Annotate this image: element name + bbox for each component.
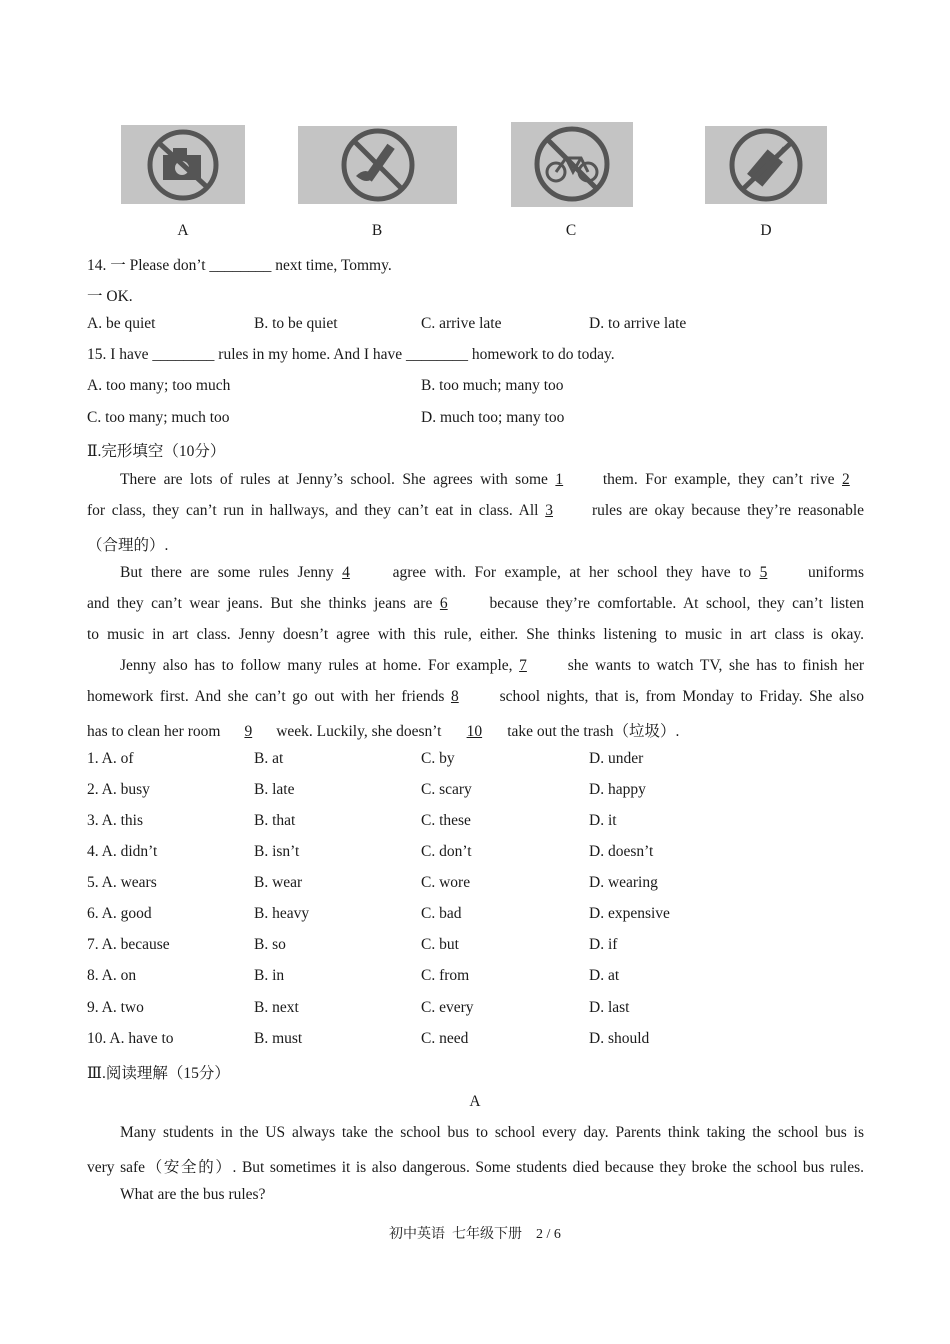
cloze-q9-b: B. next (254, 999, 299, 1016)
q14-option-b: B. to be quiet (254, 315, 338, 332)
no-bicycle-icon (511, 122, 633, 207)
cloze-q3-b: B. that (254, 812, 296, 829)
cloze-q8-c: C. from (421, 967, 470, 984)
cloze-q7-b: B. so (254, 936, 286, 953)
cloze-q10-b: B. must (254, 1030, 303, 1047)
cloze-q5-a: 5. A. wears (87, 874, 157, 891)
sign-label-a: A (177, 222, 189, 239)
cloze-q4-a: 4. A. didn’t (87, 843, 158, 860)
cloze-line-3: （合理的）. (87, 537, 169, 554)
cloze-q6-c: C. bad (421, 905, 462, 922)
cloze-q7-a: 7. A. because (87, 936, 170, 953)
passage-line-2: very safe（安全的）. But sometimes it is also dangerous. Some students died because they broke the school bus rules. (87, 1159, 864, 1176)
q15-option-a: A. too many; too much (87, 377, 231, 394)
q14-option-c: C. arrive late (421, 315, 502, 332)
cloze-q10-d: D. should (589, 1030, 650, 1047)
no-camera-icon (121, 125, 245, 204)
passage-label: A (469, 1093, 481, 1110)
sign-image-c (511, 122, 633, 207)
cloze-q4-d: D. doesn’t (589, 843, 654, 860)
cloze-blank-9: 9 (244, 723, 253, 740)
sign-label-c: C (565, 222, 577, 239)
q15-stem: 15. I have ________ rules in my home. And I have ________ homework to do today. (87, 346, 615, 363)
sign-label-b: B (371, 222, 383, 239)
cloze-q9-c: C. every (421, 999, 474, 1016)
cloze-line-1: There are lots of rules at Jenny’s school. She agrees with some 1 them. For example, they can’t rive 2 (120, 471, 864, 489)
page-footer: 初中英语 七年级下册 2 / 6 (389, 1227, 561, 1242)
cloze-q3-d: D. it (589, 812, 617, 829)
cloze-blank-4: 4 (342, 564, 350, 581)
no-phone-icon (705, 126, 827, 204)
cloze-line-5: and they can’t wear jeans. But she thinks jeans are 6 because they’re comfortable. At school, they can’t listen (87, 595, 864, 612)
cloze-blank-10: 10 (466, 723, 483, 740)
cloze-q4-c: C. don’t (421, 843, 472, 860)
cloze-q8-b: B. in (254, 967, 285, 984)
cloze-line-4: But there are some rules Jenny 4 agree with. For example, at her school they have to 5 uniforms (120, 564, 865, 581)
cloze-line-8: homework first. And she can’t go out with her friends 8 school nights, that is, from Monday to Friday. She also (87, 688, 864, 705)
cloze-q5-c: C. wore (421, 874, 471, 891)
cloze-q6-b: B. heavy (254, 905, 310, 922)
passage-line-1: Many students in the US always take the school bus to school every day. Parents think taking the school bus is (120, 1124, 864, 1141)
cloze-q1-a: 1. A. of (87, 750, 134, 767)
passage-line-3: What are the bus rules? (120, 1186, 266, 1203)
cloze-q2-a: 2. A. busy (87, 781, 150, 798)
cloze-q10-a: 10. A. have to (87, 1030, 174, 1047)
sign-label-d: D (760, 222, 772, 239)
cloze-q9-d: D. last (589, 999, 630, 1016)
cloze-q2-c: C. scary (421, 781, 472, 798)
no-smoking-icon (298, 126, 457, 204)
cloze-line-2: for class, they can’t run in hallways, and they can’t eat in class. All 3 rules are okay because they’re reasonable (87, 502, 865, 519)
cloze-q7-d: D. if (589, 936, 618, 953)
cloze-q1-d: D. under (589, 750, 644, 767)
q14-stem: 14. 一 Please don’t ________ next time, Tommy. (87, 257, 392, 274)
cloze-line-6: to music in art class. Jenny doesn’t agree with this rule, either. She thinks listening to music in art class is okay. (87, 626, 864, 643)
cloze-q7-c: C. but (421, 936, 459, 953)
cloze-q3-a: 3. A. this (87, 812, 143, 829)
q15-option-c: C. too many; much too (87, 409, 230, 426)
cloze-blank-1: 1 (555, 471, 564, 488)
cloze-q1-b: B. at (254, 750, 284, 767)
section2-heading: Ⅱ.完形填空（10分） (87, 443, 226, 460)
cloze-q3-c: C. these (421, 812, 471, 829)
cloze-q5-b: B. wear (254, 874, 303, 891)
cloze-q5-d: D. wearing (589, 874, 658, 891)
cloze-q6-a: 6. A. good (87, 905, 152, 922)
cloze-blank-2: 2 (842, 471, 850, 488)
q14-option-a: A. be quiet (87, 315, 156, 332)
sign-image-d (705, 126, 827, 204)
cloze-q4-b: B. isn’t (254, 843, 300, 860)
cloze-blank-8: 8 (450, 688, 459, 705)
cloze-q6-d: D. expensive (589, 905, 670, 922)
cloze-q1-c: C. by (421, 750, 455, 767)
cloze-q9-a: 9. A. two (87, 999, 144, 1016)
section3-heading: Ⅲ.阅读理解（15分） (87, 1065, 230, 1082)
q14-reply: 一 OK. (87, 288, 133, 305)
cloze-line-7: Jenny also has to follow many rules at home. For example, 7 she wants to watch TV, she has to finish her (120, 657, 864, 674)
cloze-q8-d: D. at (589, 967, 620, 984)
cloze-blank-3: 3 (545, 502, 553, 519)
cloze-line-9: has to clean her room 9 week. Luckily, she doesn’t 10 take out the trash（垃圾）. (87, 723, 680, 740)
cloze-q8-a: 8. A. on (87, 967, 137, 984)
cloze-q2-d: D. happy (589, 781, 646, 798)
sign-image-a (121, 125, 245, 204)
q14-option-d: D. to arrive late (589, 315, 687, 332)
cloze-q2-b: B. late (254, 781, 295, 798)
cloze-q10-c: C. need (421, 1030, 469, 1047)
cloze-blank-6: 6 (439, 595, 448, 612)
q15-option-d: D. much too; many too (421, 409, 565, 426)
cloze-blank-5: 5 (759, 564, 768, 581)
sign-image-b (298, 126, 457, 204)
q15-option-b: B. too much; many too (421, 377, 564, 394)
cloze-blank-7: 7 (519, 657, 527, 674)
